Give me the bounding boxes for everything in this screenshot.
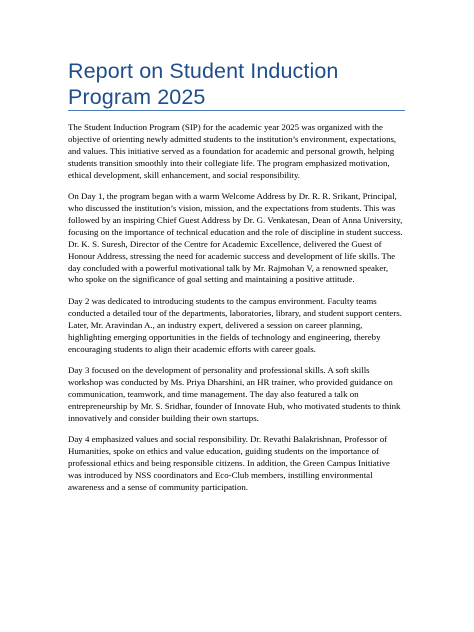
paragraph-day-2: Day 2 was dedicated to introducing students to the campus environment. Faculty teams conducted a detailed tour of the departments, laboratories, library, and student support centers. Later, Mr. Aravindan A., an industry expert, delivered a session on career planning, highlighting emerging opportunities in the fields of technology and engineering, thereby encouraging students to align their academic efforts with career goals. bbox=[68, 295, 402, 354]
page-title: Report on Student Induction Program 2025 bbox=[68, 59, 339, 109]
paragraph-intro: The Student Induction Program (SIP) for the academic year 2025 was organized with the objective of orienting newly admitted students to the institution’s environment, expectations, and values. This initiative served as a foundation for academic and personal growth, helping students transition smoothly into their collegiate life. The program emphasized motivation, ethical development, skill enhancement, and social responsibility. bbox=[68, 122, 397, 180]
paragraph-day-4: Day 4 emphasized values and social responsibility. Dr. Revathi Balakrishnan, Professor of Humanities, spoke on ethics and value education, guiding students on the importance of professional ethics and being responsible citizens. In addition, the Green Campus Initiative was introduced by NSS coordinators and Eco-Club members, instilling environmental awareness and a sense of community participation. bbox=[68, 434, 390, 492]
paragraph-day-1: On Day 1, the program began with a warm Welcome Address by Dr. R. R. Srikant, Principal, who discussed the institution’s vision, mission, and the expectations from students. This was followed by an inspiring Chief Guest Address by Dr. G. Venkatesan, Dean of Anna University, focusing on the importance of technical education and the role of discipline in student success. Dr. K. S. Suresh, Director of the Centre for Academic Excellence, delivered the Guest of Honour Address, stressing the need for academic success and development of life skills. The day concluded with a powerful motivational talk by Mr. Rajmohan V, a renowned speaker, who spoke on the significance of goal setting and maintaining a positive attitude. bbox=[68, 191, 403, 285]
title-underline bbox=[68, 110, 405, 111]
document-body bbox=[68, 122, 405, 503]
paragraph-day-3: Day 3 focused on the development of personality and professional skills. A soft skills workshop was conducted by Ms. Priya Dharshini, an HR trainer, who provided guidance on communication, teamwork, and time management. The day also featured a talk on entrepreneurship by Mr. S. Sridhar, founder of Innovate Hub, who motivated students to think innovatively and consider building their own startups. bbox=[68, 365, 401, 423]
